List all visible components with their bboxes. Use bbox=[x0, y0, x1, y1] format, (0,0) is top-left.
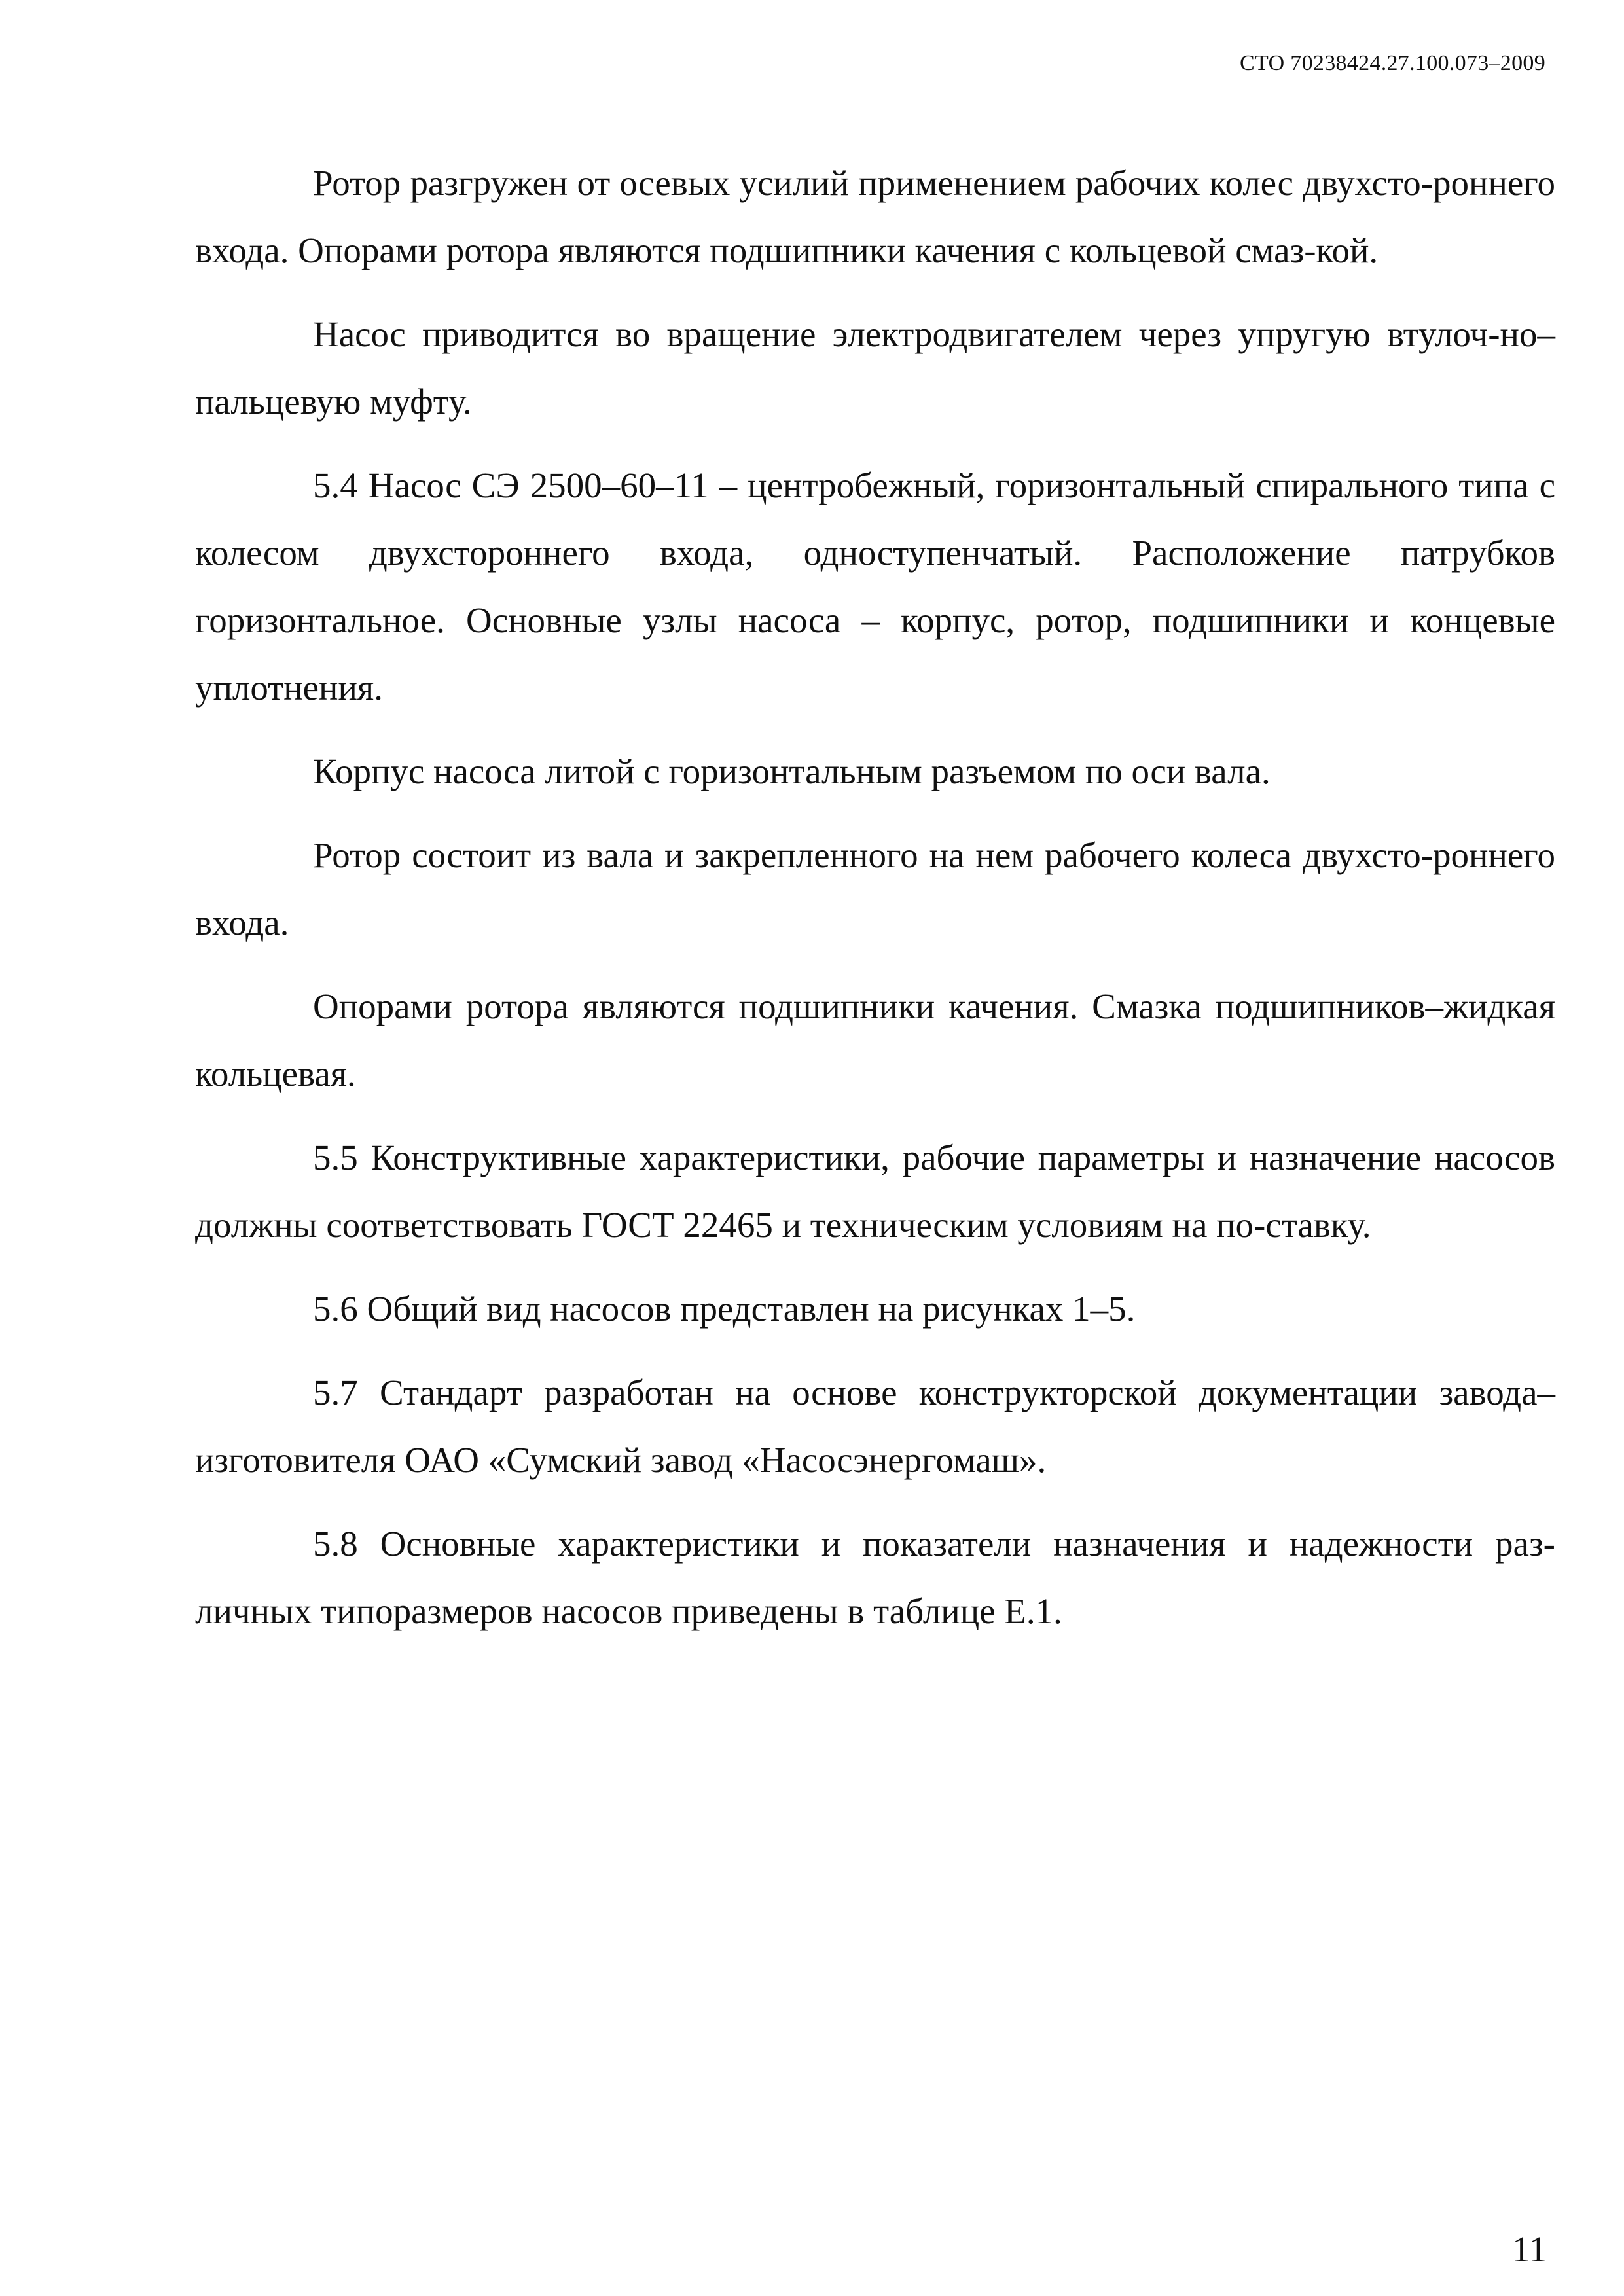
paragraph-5-6: 5.6 Общий вид насосов представлен на рисунках 1–5. bbox=[313, 1289, 1136, 1329]
paragraph-pump-drive: Насос приводится во вращение электродвигателем через упругую втулоч-но–пальцевую муфту. bbox=[195, 314, 1555, 422]
paragraph-rotor-unloading: Ротор разгружен от осевых усилий применением рабочих колес двухсто-роннего входа. Опорами ротора являются подшипники качения с кольцевой смаз-кой. bbox=[195, 163, 1555, 270]
paragraph-5-5: 5.5 Конструктивные характеристики, рабочие параметры и назначение насосов должны соответствовать ГОСТ 22465 и техническим условиям на по-ставку. bbox=[195, 1138, 1555, 1245]
paragraph-5-8: 5.8 Основные характеристики и показатели назначения и надежности раз-личных типоразмеров насосов приведены в таблице Е.1. bbox=[195, 1524, 1555, 1631]
page-number: 11 bbox=[1512, 2229, 1547, 2269]
document-code-header: СТО 70238424.27.100.073–2009 bbox=[1240, 51, 1545, 75]
paragraph-5-4: 5.4 Насос СЭ 2500–60–11 – центробежный, горизонтальный спирального типа с колесом двухстороннего входа, одноступенчатый. Расположение патрубков горизонтальное. Основные узлы насоса – корпус, ротор, подшипники и концевые уплотнения. bbox=[195, 465, 1555, 708]
document-body bbox=[195, 149, 1555, 1661]
paragraph-rotor-supports: Опорами ротора являются подшипники качения. Смазка подшипников–жидкая кольцевая. bbox=[195, 986, 1555, 1094]
paragraph-pump-casing: Корпус насоса литой с горизонтальным разъемом по оси вала. bbox=[313, 751, 1271, 791]
paragraph-rotor-composition: Ротор состоит из вала и закрепленного на нем рабочего колеса двухсто-роннего входа. bbox=[195, 835, 1555, 942]
paragraph-5-7: 5.7 Стандарт разработан на основе конструкторской документации завода–изготовителя ОАО «Сумский завод «Насосэнергомаш». bbox=[195, 1372, 1555, 1480]
